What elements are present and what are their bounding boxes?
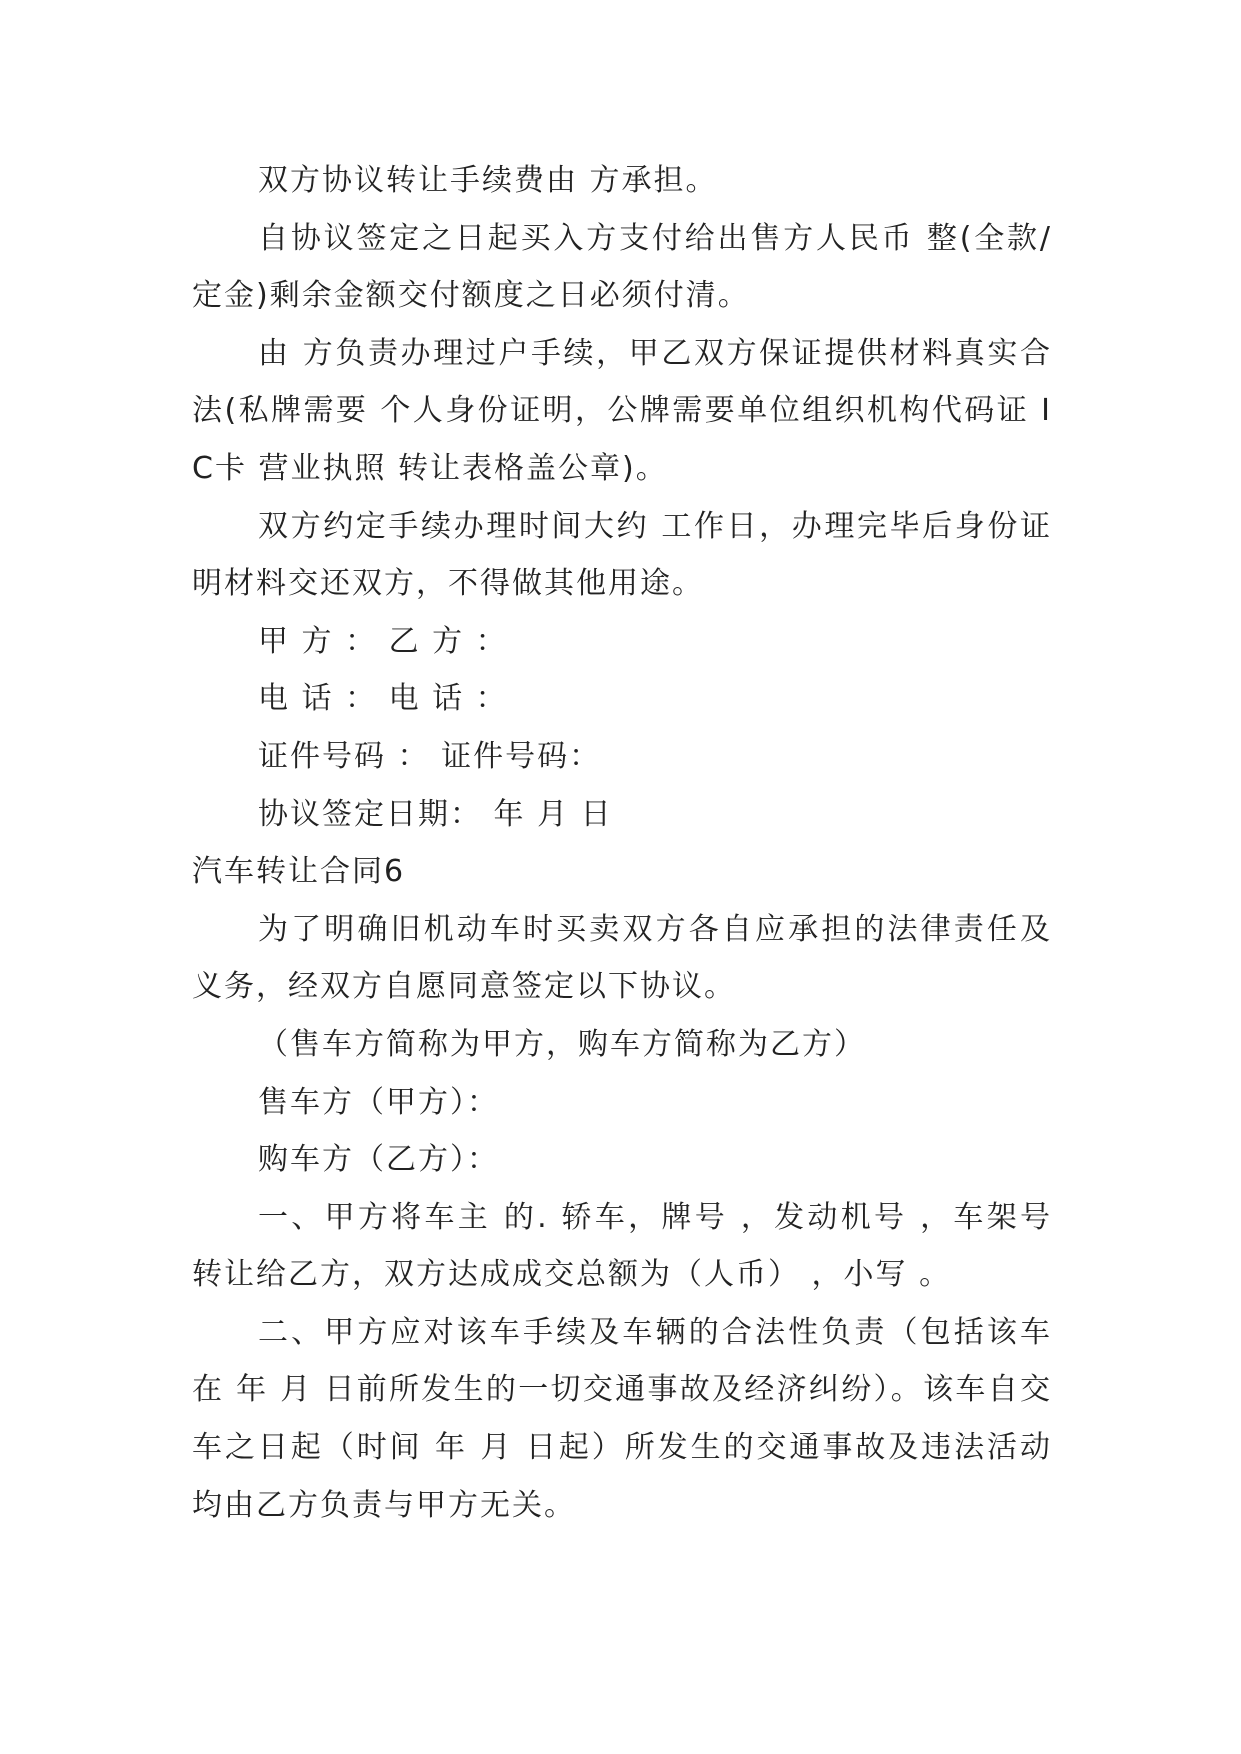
signature-phone-line: 电 话 ： 电 话 ： bbox=[258, 681, 508, 717]
signature-party-line: 甲 方 ： 乙 方 ： bbox=[258, 623, 508, 659]
section-title: 汽车转让合同6 bbox=[192, 854, 406, 890]
paragraph-purpose: 为了明确旧机动车时买卖双方各自应承担的法律责任及义务，经双方自愿同意签定以下协议。 bbox=[192, 911, 1052, 1005]
paragraph-abbreviation-note: （售车方简称为甲方，购车方简称为乙方） bbox=[258, 1026, 866, 1062]
document-body bbox=[192, 152, 1064, 1534]
clause-two: 二、甲方应对该车手续及车辆的合法性负责（包括该车在 年 月 日前所发生的一切交通事故及经济纠纷）。该车自交车之日起（时间 年 月 日起）所发生的交通事故及违法活动均由乙方负责与甲方无关。 bbox=[192, 1314, 1052, 1523]
clause-one: 一、甲方将车主 的. 轿车，牌号 ，发动机号 ，车架号 转让给乙方，双方达成成交总额为（人币） ，小写 。 bbox=[192, 1199, 1064, 1293]
paragraph-registration: 由 方负责办理过户手续，甲乙双方保证提供材料真实合法(私牌需要 个人身份证明，公牌需要单位组织机构代码证 IC卡 营业执照 转让表格盖公章)。 bbox=[192, 335, 1052, 486]
paragraph-transfer-fee: 双方协议转让手续费由 方承担。 bbox=[258, 163, 718, 198]
paragraph-processing-time: 双方约定手续办理时间大约 工作日，办理完毕后身份证明材料交还双方，不得做其他用途。 bbox=[192, 508, 1052, 602]
paragraph-payment: 自协议签定之日起买入方支付给出售方人民币 整(全款/ 定金)剩余金额交付额度之日必须付清。 bbox=[192, 220, 1064, 314]
signature-date-line: 协议签定日期： 年 月 日 bbox=[258, 796, 613, 832]
signature-id-line: 证件号码 ： 证件号码： bbox=[258, 738, 602, 774]
seller-line: 售车方（甲方）： bbox=[258, 1084, 499, 1120]
buyer-line: 购车方（乙方）： bbox=[258, 1142, 499, 1178]
